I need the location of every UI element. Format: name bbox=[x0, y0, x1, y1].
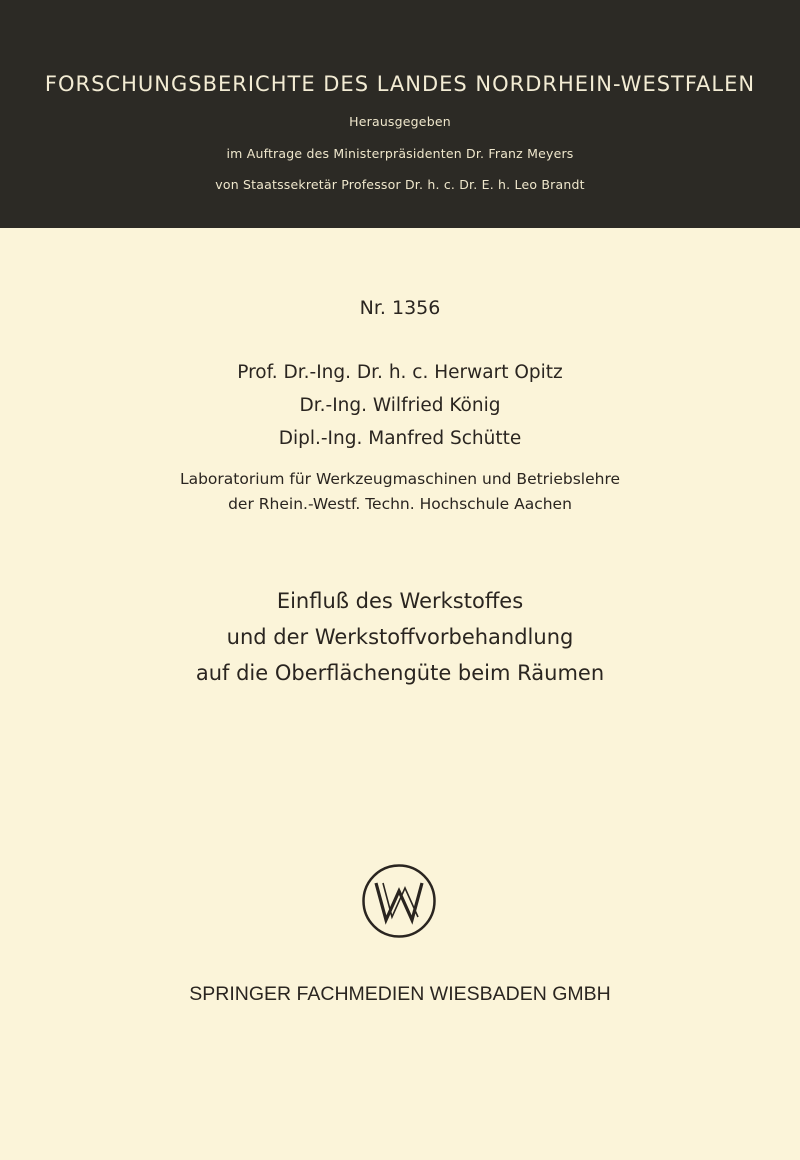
publisher-name: SPRINGER FACHMEDIEN WIESBADEN GMBH bbox=[189, 983, 611, 1005]
author-name: Dipl.-Ing. Manfred Schütte bbox=[278, 428, 522, 449]
author-name: Prof. Dr.-Ing. Dr. h. c. Herwart Opitz bbox=[237, 362, 563, 383]
header-secretary-line: von Staatssekretär Professor Dr. h. c. Dr. E. h. Leo Brandt bbox=[215, 177, 585, 192]
report-number: Nr. 1356 bbox=[359, 297, 441, 319]
ww-circle-logo-icon bbox=[361, 863, 437, 939]
book-title-line: Einfluß des Werkstoffes bbox=[276, 589, 524, 613]
institution-line: Laboratorium für Werkzeugmaschinen und Betriebslehre bbox=[179, 470, 621, 488]
header-commission-line: im Auftrage des Ministerpräsidenten Dr. Franz Meyers bbox=[226, 146, 574, 161]
header-band bbox=[0, 0, 800, 228]
author-name: Dr.-Ing. Wilfried König bbox=[299, 395, 501, 416]
series-title: FORSCHUNGSBERICHTE DES LANDES NORDRHEIN-WESTFALEN bbox=[44, 72, 756, 96]
institution-line: der Rhein.-Westf. Techn. Hochschule Aachen bbox=[228, 495, 572, 513]
header-editor-line: Herausgegeben bbox=[349, 114, 451, 129]
book-title-line: und der Werkstoffvorbehandlung bbox=[226, 625, 574, 649]
book-title-line: auf die Oberflächengüte beim Räumen bbox=[195, 661, 605, 685]
